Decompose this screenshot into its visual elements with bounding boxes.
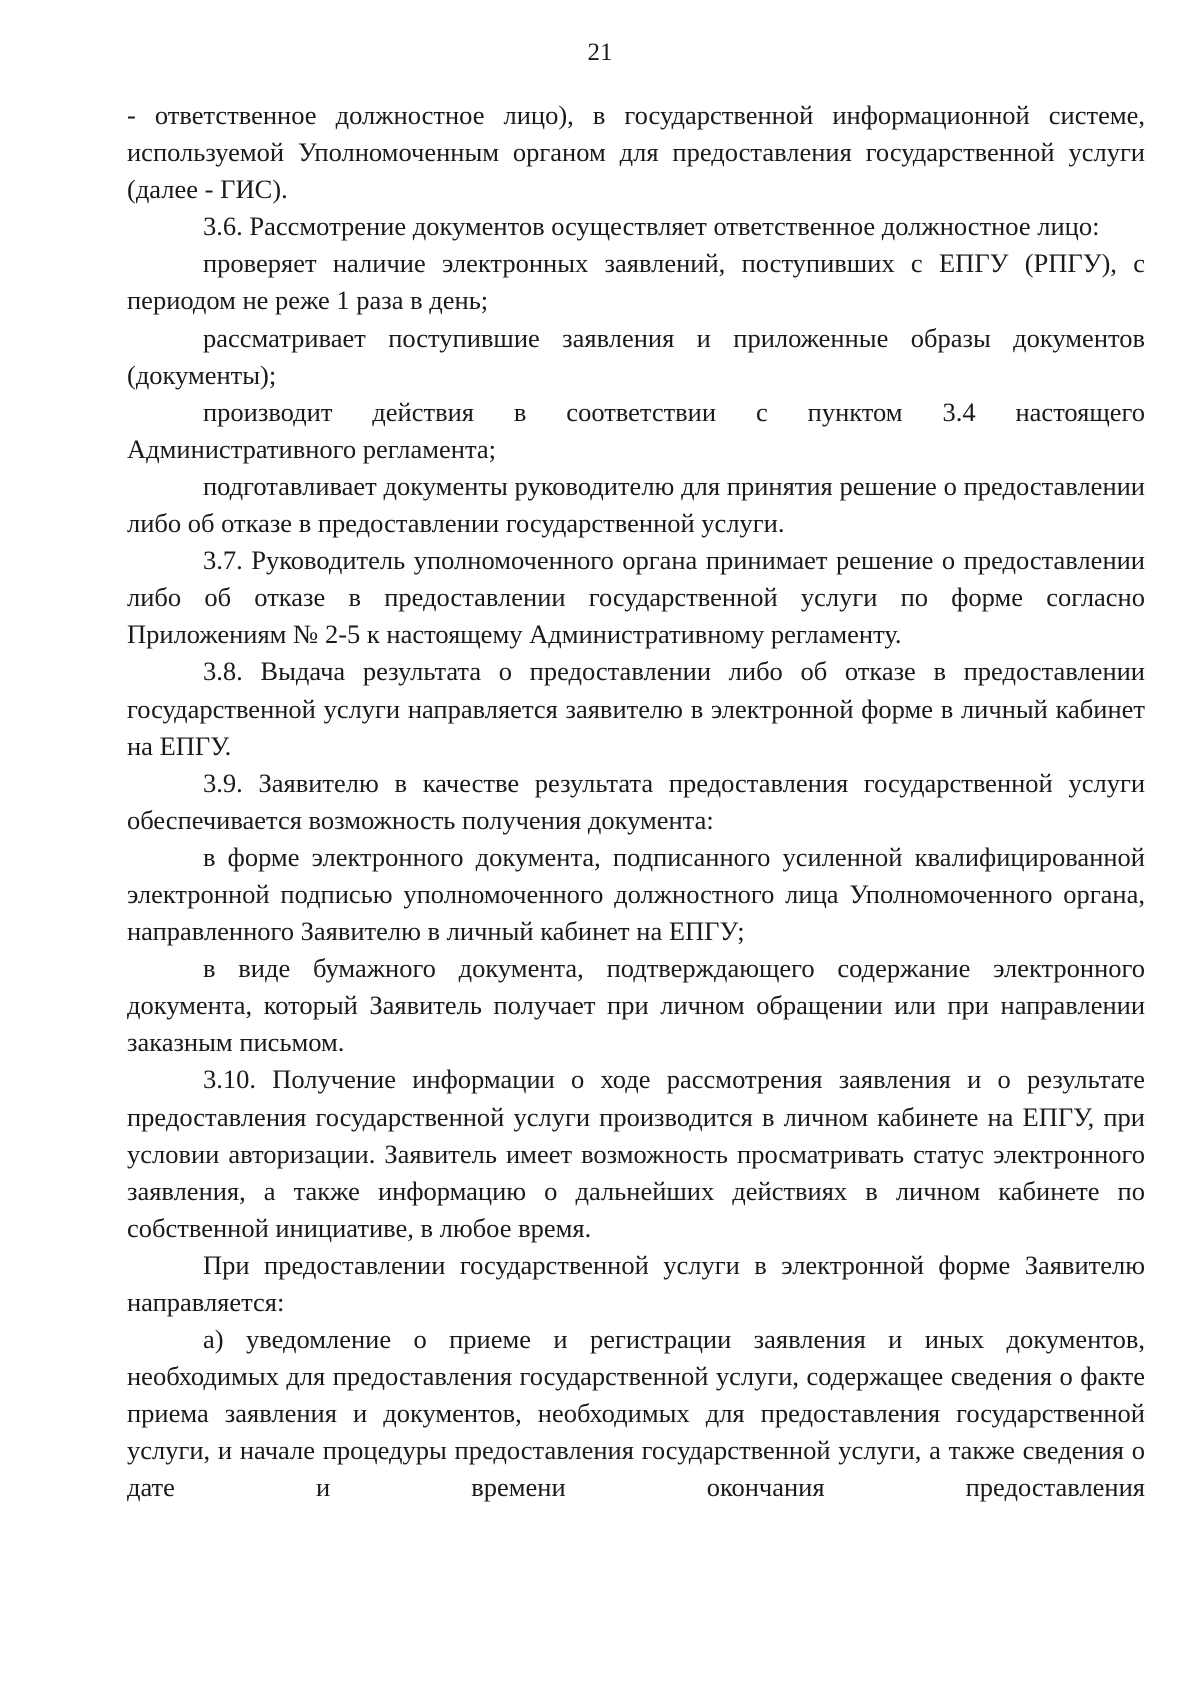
paragraph: а) уведомление о приеме и регистрации заявления и иных документов, необходимых для предоставления государственной услуги, содержащее сведения о факте приема заявления и документов, необходимых для предоставления государственной услуги, и начале процедуры предоставления государственной услуги, а также сведения о дате и времени окончания предоставления <box>127 1324 1145 1503</box>
page-number: 21 <box>587 39 613 66</box>
document-body <box>127 97 1145 1507</box>
paragraph: 3.9. Заявителю в качестве результата предоставления государственной услуги обеспечивается возможность получения документа: <box>127 767 1145 835</box>
paragraph: 3.6. Рассмотрение документов осуществляет ответственное должностное лицо: <box>203 211 1100 242</box>
paragraph: - ответственное должностное лицо), в государственной информационной системе, используемой Уполномоченным органом для предоставления государственной услуги (далее - ГИС). <box>127 100 1145 205</box>
paragraph: 3.8. Выдача результата о предоставлении либо об отказе в предоставлении государственной услуги направляется заявителю в электронной форме в личный кабинет на ЕПГУ. <box>127 656 1145 761</box>
paragraph: подготавливает документы руководителю для принятия решение о предоставлении либо об отказе в предоставлении государственной услуги. <box>127 470 1145 539</box>
paragraph: производит действия в соответствии с пунктом 3.4 настоящего Административного регламента; <box>127 396 1145 464</box>
paragraph: При предоставлении государственной услуги в электронной форме Заявителю направляется: <box>127 1249 1145 1317</box>
paragraph: проверяет наличие электронных заявлений, поступивших с ЕПГУ (РПГУ), с периодом не реже 1 раза в день; <box>127 248 1145 316</box>
paragraph: 3.7. Руководитель уполномоченного органа принимает решение о предоставлении либо об отказе в предоставлении государственной услуги по форме согласно Приложениям № 2-5 к настоящему Административному регламенту. <box>127 545 1145 650</box>
paragraph: рассматривает поступившие заявления и приложенные образы документов (документы); <box>127 322 1145 390</box>
paragraph: 3.10. Получение информации о ходе рассмотрения заявления и о результате предоставления государственной услуги производится в личном кабинете на ЕПГУ, при условии авторизации. Заявитель имеет возможность просматривать статус электронного заявления, а также информацию о дальнейших действиях в личном кабинете по собственной инициативе, в любое время. <box>127 1064 1145 1243</box>
paragraph: в форме электронного документа, подписанного усиленной квалифицированной электронной подписью уполномоченного должностного лица Уполномоченного органа, направленного Заявителю в личный кабинет на ЕПГУ; <box>127 841 1145 947</box>
paragraph: в виде бумажного документа, подтверждающего содержание электронного документа, который Заявитель получает при личном обращении или при направлении заказным письмом. <box>127 953 1145 1058</box>
